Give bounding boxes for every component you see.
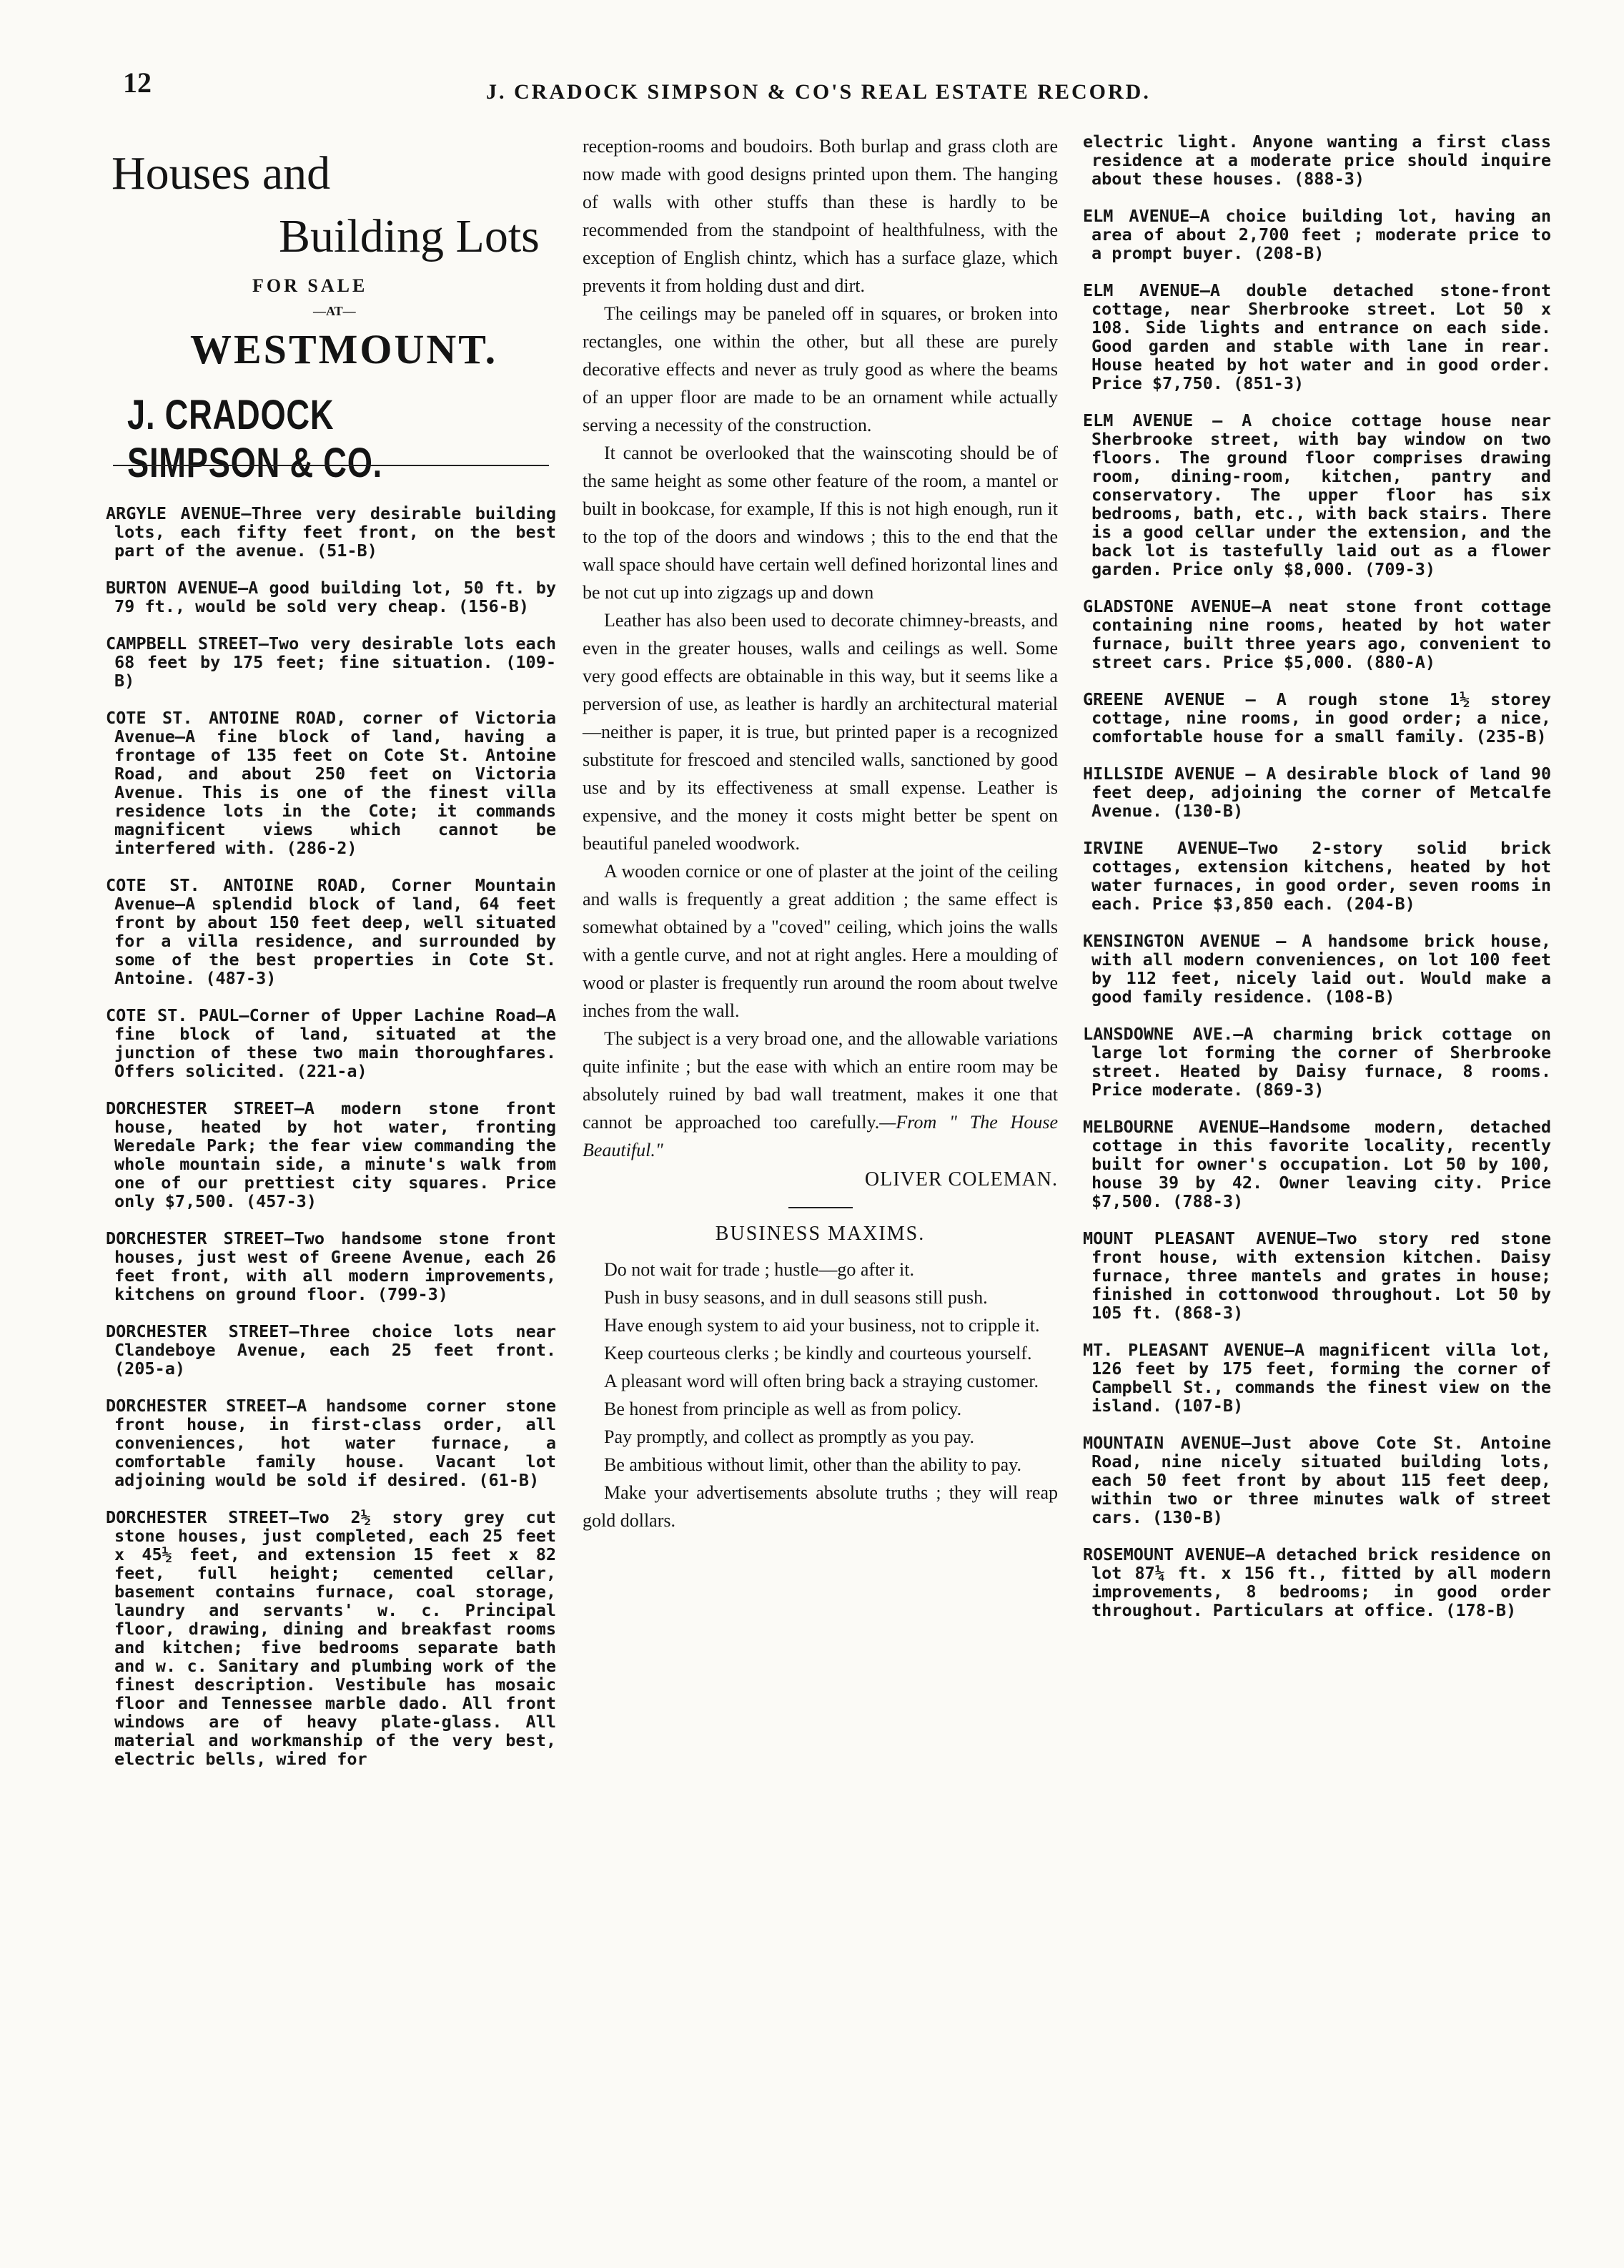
listing: GREENE AVENUE — A rough stone 1½ storey cottage, nine rooms, in good order; a nice, comfortable house for a small family. (235-B) <box>1083 689 1551 746</box>
maxim: Push in busy seasons, and in dull seasons still push. <box>604 1287 988 1308</box>
middle-column <box>583 132 1058 1534</box>
author-signature: OLIVER COLEMAN. <box>864 1168 1058 1190</box>
listing: COTE ST. PAUL—Corner of Upper Lachine Road—A fine block of land, situated at the junction of these two main thoroughfares. Offers solicited. (221-a) <box>106 1005 556 1081</box>
listing: BURTON AVENUE—A good building lot, 50 ft. by 79 ft., would be sold very cheap. (156-B) <box>106 578 556 616</box>
listing: CAMPBELL STREET—Two very desirable lots each 68 feet by 175 feet; fine situation. (109-B) <box>106 633 556 691</box>
listing: LANSDOWNE AVE.—A charming brick cottage on large lot forming the corner of Sherbrooke street. Heated by Daisy furnace, 8 rooms. Price moderate. (869-3) <box>1083 1024 1551 1100</box>
maxim: Make your advertisements absolute truths ; they will reap gold dollars. <box>583 1482 1058 1531</box>
article-paragraph: It cannot be overlooked that the wainscoting should be of the same height as some other feature of the room, a mantel or built in bookcase, for example, If this is not high enough, run it to the top of the doors and windows ; this to the end that the wall space should have certain well defined horizontal lines and be not cut up into zigzags up and down <box>583 443 1058 603</box>
ad-headline-building-lots: Building Lots <box>279 210 540 262</box>
article-source: —From " The House Beautiful." <box>583 1112 1058 1160</box>
business-maxims-heading: BUSINESS MAXIMS. <box>715 1223 926 1245</box>
listing: DORCHESTER STREET—Three choice lots near Clandeboye Avenue, each 25 feet front. (205-a) <box>106 1321 556 1379</box>
article-paragraph: A wooden cornice or one of plaster at the joint of the ceiling and walls is frequently a great addition ; the same effect is somewhat obtained by a "coved" ceiling, which joins the walls with a gentle curve, and not at right angles. Here a moulding of wood or plaster is frequently run around the room about twelve inches from the wall. <box>583 861 1058 1021</box>
article-last-text: The subject is a very broad one, and the allowable variations quite infinite ; but the ease with which an entire room may be absolutely ruined by bad wall treatment, makes it one that cannot be approached too carefully. <box>583 1028 1058 1133</box>
ad-headline-houses: Houses and <box>112 147 331 199</box>
listing: MOUNT PLEASANT AVENUE—Two story red stone front house, with extension kitchen. Daisy furnace, three mantels and grates in house; finished in cottonwood throughout. Lot 50 by 105 ft. (868-3) <box>1083 1228 1551 1323</box>
right-column <box>1083 132 1551 1638</box>
running-header: J. CRADOCK SIMPSON & CO'S REAL ESTATE RECORD. <box>486 80 1151 104</box>
listing: COTE ST. ANTOINE ROAD, Corner Mountain Avenue—A splendid block of land, 64 feet front by about 150 feet deep, well situated for a villa residence, and surrounded by some of the best properties in Cote St. Antoine. (487-3) <box>106 875 556 988</box>
maxim: Have enough system to aid your business, not to cripple it. <box>604 1315 1040 1336</box>
listing: COTE ST. ANTOINE ROAD, corner of Victoria Avenue—A fine block of land, having a frontage of 135 feet on Cote St. Antoine Road, and about 250 feet on Victoria Avenue. This is one of the finest villa residence lots in the Cote; it commands magnificent views which cannot be interfered with. (286-2) <box>106 708 556 858</box>
listing: ELM AVENUE—A choice building lot, having an area of about 2,700 feet ; moderate price to a prompt buyer. (208-B) <box>1083 206 1551 263</box>
section-divider <box>788 1207 853 1208</box>
maxim: Do not wait for trade ; hustle—go after it. <box>604 1259 914 1280</box>
maxim: Be honest from principle as well as from policy. <box>604 1399 962 1419</box>
article-paragraph: Leather has also been used to decorate chimney-breasts, and even in the greater houses, walls and ceilings as well. Some very good effects are obtainable in this way, but it seems like a perversion of use, as leather is hardly an architectural material—neither is paper, it is true, but printed paper is a recognized substitute for frescoed and stenciled walls, sanctioned by good use and by its effectiveness at small expense. Leather is expensive, and the money it costs might better be spent on beautiful paneled woodwork. <box>583 610 1058 854</box>
page-number: 12 <box>123 66 152 99</box>
left-column <box>106 132 556 1787</box>
advertisement-block <box>106 132 556 504</box>
listing: DORCHESTER STREET—Two 2½ story grey cut stone houses, just completed, each 25 feet x 45½ feet, and extension 15 feet x 82 feet, full height; cemented cellar, basement contains furnace, coal storage, laundry and servants' w. c. Principal floor, drawing, dining and breakfast rooms and kitchen; five bedrooms separate bath and w. c. Sanitary and plumbing work of the finest description. Vestibule has mosaic floor and Tennessee marble dado. All front windows are of heavy plate-glass. All material and workmanship of the very best, electric bells, wired for <box>106 1507 556 1769</box>
listing: ARGYLE AVENUE—Three very desirable building lots, each fifty feet front, on the best part of the avenue. (51-B) <box>106 503 556 561</box>
listing: GLADSTONE AVENUE—A neat stone front cottage containing nine rooms, heated by hot water furnace, built three years ago, convenient to street cars. Price $5,000. (880-A) <box>1083 596 1551 672</box>
article-last-paragraph <box>583 1025 1058 1164</box>
listing: MOUNTAIN AVENUE—Just above Cote St. Antoine Road, nine nicely situated building lots, each 50 feet front by about 115 feet deep, within two or three minutes walk of street cars. (130-B) <box>1083 1433 1551 1527</box>
ad-location: WESTMOUNT. <box>190 326 498 373</box>
listing: IRVINE AVENUE—Two 2-story solid brick cottages, extension kitchens, heated by hot water furnaces, in good order, seven rooms in each. Price $3,850 each. (204-B) <box>1083 838 1551 914</box>
ad-for-sale: FOR SALE <box>252 275 368 296</box>
ad-company: J. CRADOCK SIMPSON & CO. <box>127 392 383 486</box>
ad-at: —AT— <box>313 304 356 318</box>
listing: HILLSIDE AVENUE — A desirable block of land 90 feet deep, adjoining the corner of Metcalfe Avenue. (130-B) <box>1083 764 1551 821</box>
article-paragraph: reception-rooms and boudoirs. Both burlap and grass cloth are now made with good designs printed upon them. The hanging of walls with other stuffs than these is hardly to be recommended from the standpoint of healthfulness, with the exception of English chintz, which has a surface glaze, which prevents it from holding dust and dirt. <box>583 136 1058 296</box>
listing: DORCHESTER STREET—Two handsome stone front houses, just west of Greene Avenue, each 26 feet front, with all modern improvements, kitchens on ground floor. (799-3) <box>106 1228 556 1304</box>
maxim: Keep courteous clerks ; be kindly and courteous yourself. <box>604 1343 1032 1364</box>
listing: MELBOURNE AVENUE—Handsome modern, detached cottage in this favorite locality, recently built for owner's occupation. Lot 50 by 100, house 39 by 42. Owner leaving city. Price $7,500. (788-3) <box>1083 1117 1551 1211</box>
listing: electric light. Anyone wanting a first class residence at a moderate price should inquire about these houses. (888-3) <box>1083 132 1551 189</box>
listing: ELM AVENUE — A choice cottage house near Sherbrooke street, with bay window on two floors. The ground floor comprises drawing room, dining-room, kitchen, pantry and conservatory. The upper floor has six bedrooms, bath, etc., with back stairs. There is a good cellar under the extension, and the back lot is tastefully laid out as a flower garden. Price only $8,000. (709-3) <box>1083 410 1551 579</box>
maxim: A pleasant word will often bring back a straying customer. <box>604 1371 1039 1391</box>
maxim: Pay promptly, and collect as promptly as you pay. <box>604 1426 974 1447</box>
listing: KENSINGTON AVENUE — A handsome brick house, with all modern conveniences, on lot 100 feet by 112 feet, nicely laid out. Would make a good family residence. (108-B) <box>1083 931 1551 1007</box>
article-paragraph: The ceilings may be paneled off in squares, or broken into rectangles, one within the other, but all these are purely decorative effects and never as truly good as where the beams of an upper floor are made to be an ornament while actually serving a necessity of the construction. <box>583 303 1058 435</box>
maxim: Be ambitious without limit, other than the ability to pay. <box>604 1454 1021 1475</box>
listing: DORCHESTER STREET—A modern stone front house, heated by hot water, fronting Weredale Park; the fear view commanding the whole mountain side, a minute's walk from one of our prettiest city squares. Price only $7,500. (457-3) <box>106 1098 556 1211</box>
ad-divider <box>113 465 549 466</box>
listing: ROSEMOUNT AVENUE—A detached brick residence on lot 87¼ ft. x 156 ft., fitted by all modern improvements, 8 bedrooms; in good order throughout. Particulars at office. (178-B) <box>1083 1544 1551 1620</box>
listing: ELM AVENUE—A double detached stone-front cottage, near Sherbrooke street. Lot 50 x 108. Side lights and entrance on each side. Good garden and stable with lane in rear. House heated by hot water and in good order. Price $7,750. (851-3) <box>1083 280 1551 393</box>
listing: MT. PLEASANT AVENUE—A magnificent villa lot, 126 feet by 175 feet, forming the corner of Campbell St., commands the finest view on the island. (107-B) <box>1083 1340 1551 1416</box>
listing: DORCHESTER STREET—A handsome corner stone front house, in first-class order, all conveniences, hot water furnace, a comfortable family house. Vacant lot adjoining would be sold if desired. (61-B) <box>106 1396 556 1490</box>
